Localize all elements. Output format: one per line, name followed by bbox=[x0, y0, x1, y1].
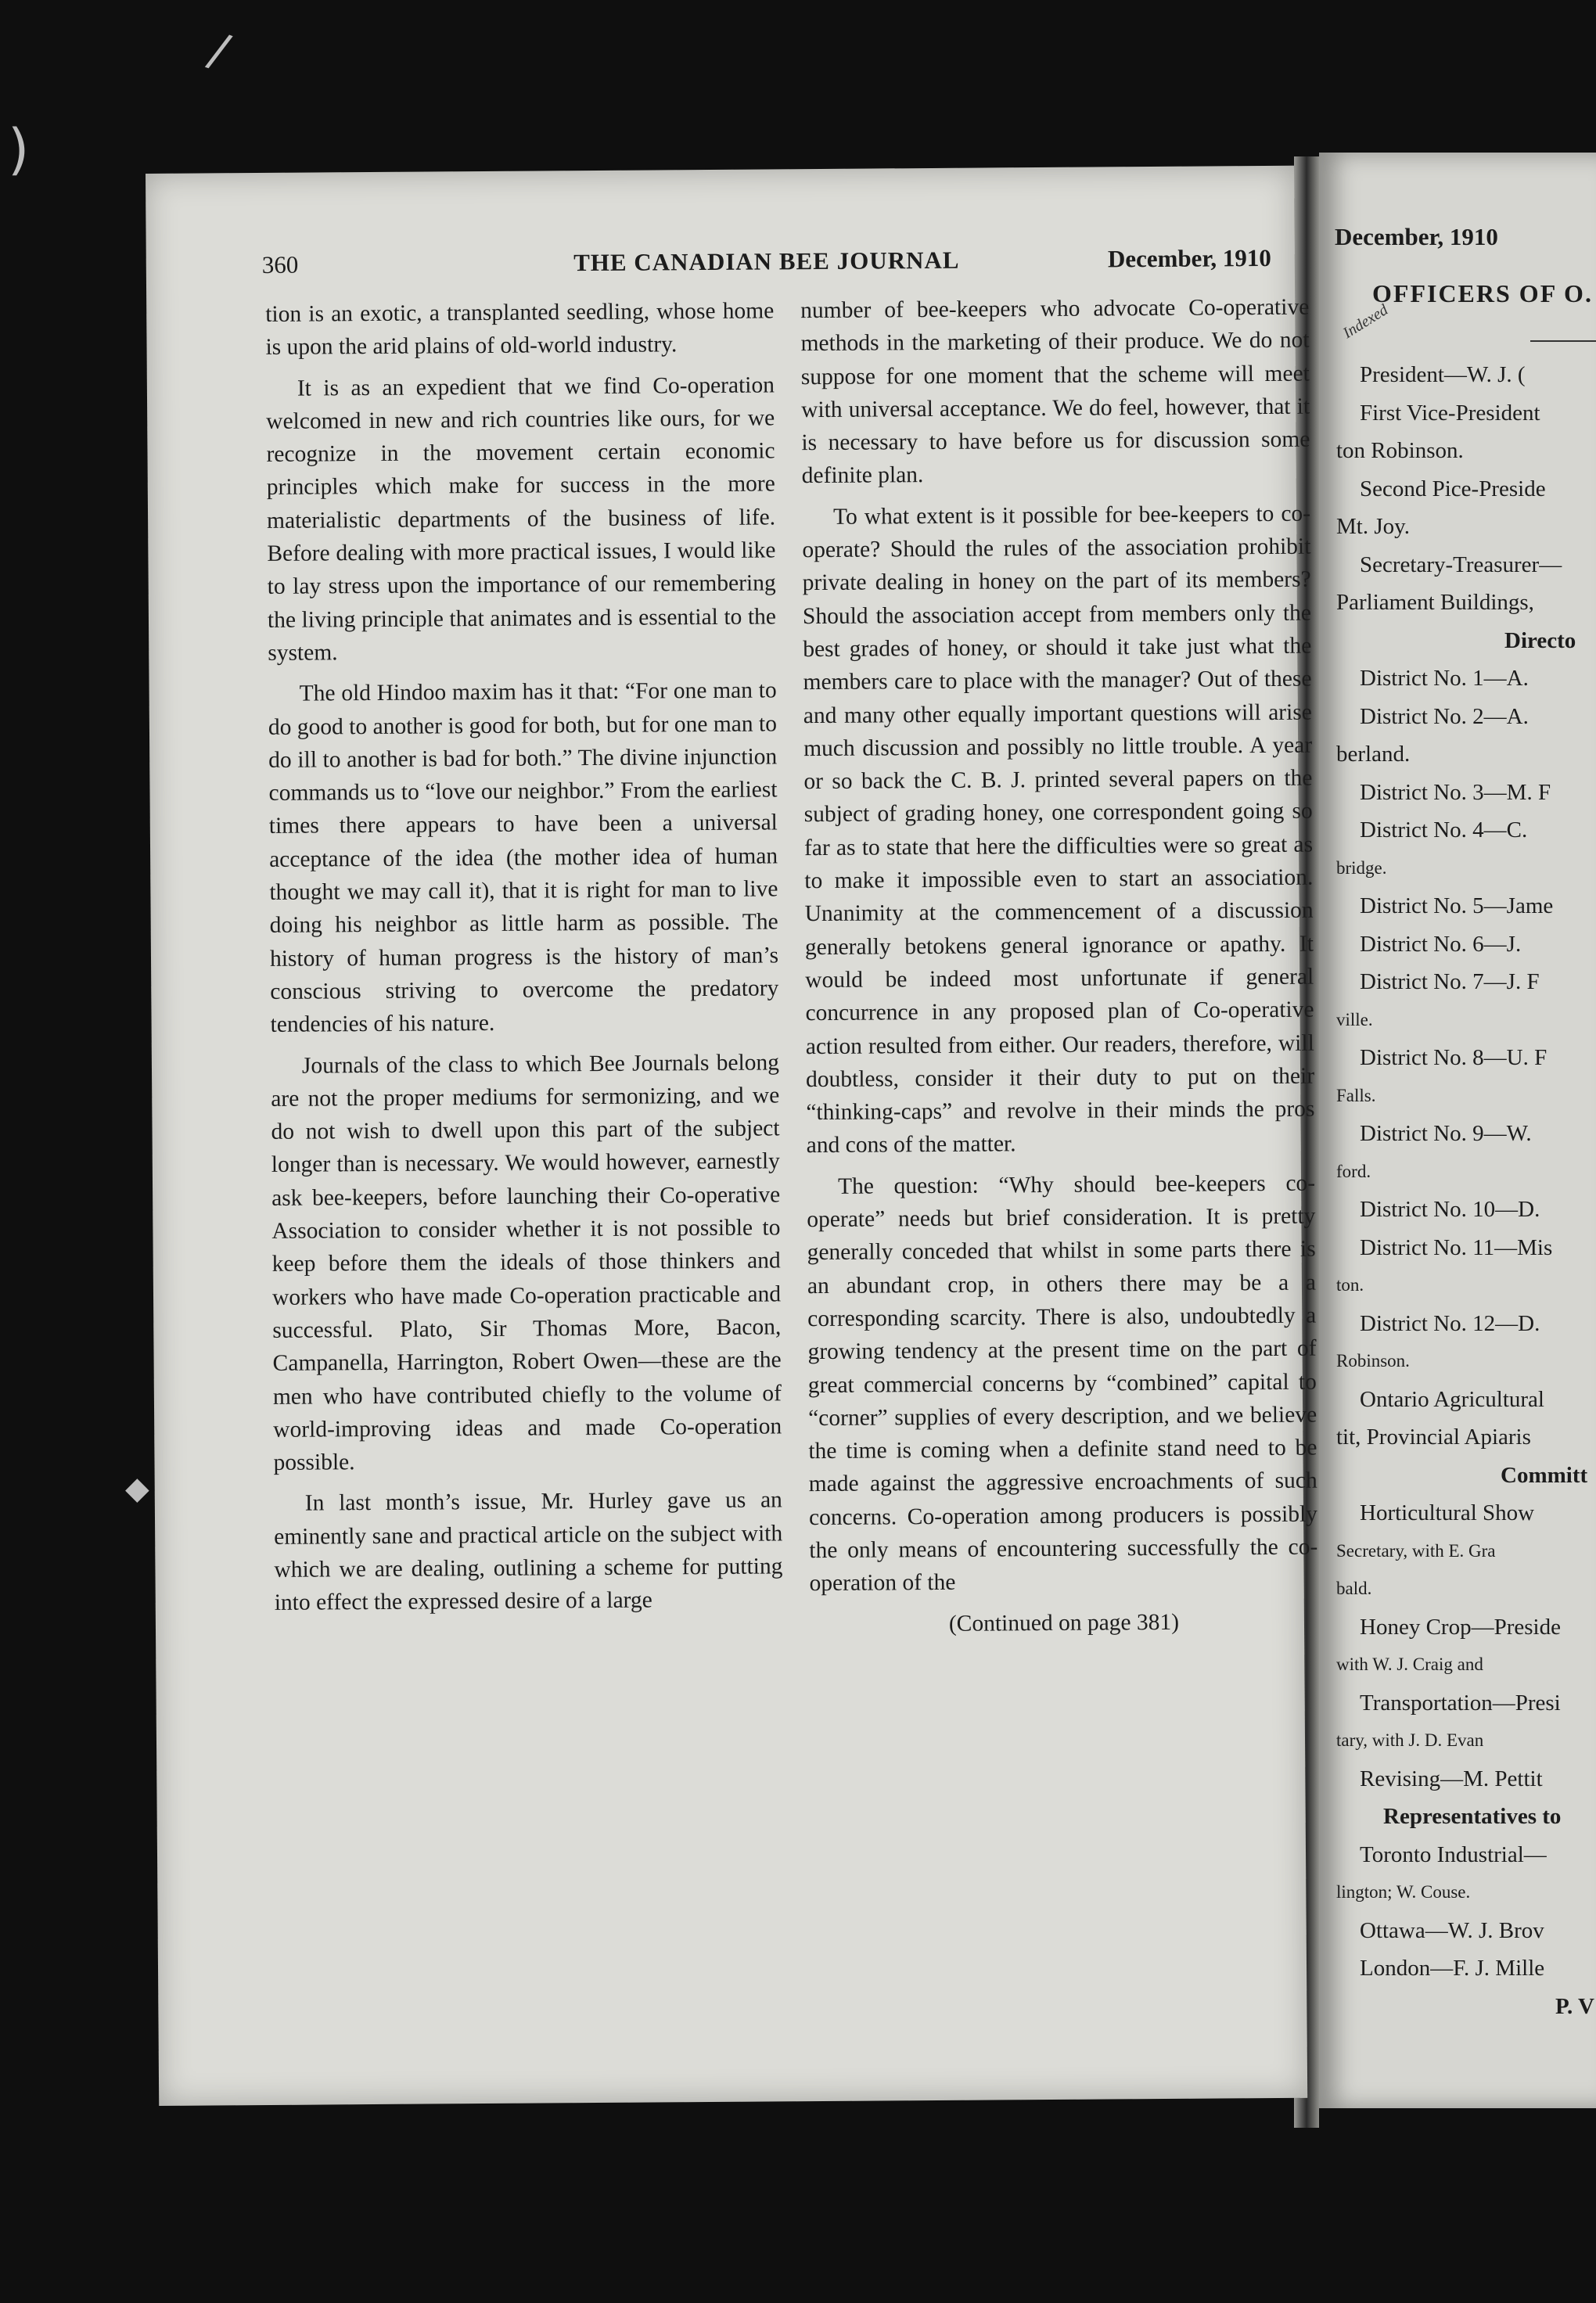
right-column bbox=[800, 291, 1318, 1649]
paragraph: Journals of the class to which Bee Journals belong are not the proper mediums for sermonizing, and we do not wish to dwell upon this part of the subject longer than is necessary. We would however, earnestly ask bee-keepers, before launching their Co-operative Association to consider whether it is not possible to keep before them the ideals of those thinkers and workers who have made Co-operation practicable and successful. Plato, Sir Thomas More, Bacon, Campanella, Harrington, Robert Owen—these are the men who have contributed chiefly to the volume of world-improving ideas and made Co-operation possible. bbox=[271, 1049, 782, 1475]
officer-line: District No. 8—U. F bbox=[1360, 1045, 1547, 1070]
issue-date: December, 1910 bbox=[1107, 243, 1271, 273]
paragraph: It is as an expedient that we find Co-operation welcomed in new and rich countries like ours, for we recognize in the movement certain economic principles which make for success in the more materialistic departments of the business of life. Before dealing with more practical issues, I would like to lay stress upon the importance of our remembering the living principle that animates and is essential to the system. bbox=[266, 372, 777, 666]
officer-line: ton. bbox=[1336, 1275, 1364, 1295]
officer-line: District No. 4—C. bbox=[1360, 817, 1528, 843]
left-page bbox=[146, 166, 1318, 2106]
officer-line: District No. 9—W. bbox=[1360, 1121, 1532, 1146]
officer-line: London—F. J. Mille bbox=[1360, 1956, 1545, 1981]
journal-title: THE CANADIAN BEE JOURNAL bbox=[573, 246, 960, 277]
officer-line: Honey Crop—Preside bbox=[1360, 1614, 1561, 1640]
officer-line: ton Robinson. bbox=[1336, 438, 1464, 463]
officer-line: District No. 2—A. bbox=[1360, 703, 1529, 729]
officer-line: Falls. bbox=[1336, 1085, 1376, 1105]
paragraph: tion is an exotic, a transplanted seedling, whose home is upon the arid plains of old-world industry. bbox=[265, 298, 775, 361]
right-page bbox=[1319, 153, 1596, 2108]
officer-line: President—W. J. ( bbox=[1360, 362, 1526, 387]
paragraph: To what extent is it possible for bee-keepers to co-operate? Should the rules of the association prohibit private dealing in honey on the part of its members? Should the association accept from members only the best grades of honey, or should it take just what the members care to place with the manager? Out of these and many other equally important questions will arise much discussion and possibly no little trouble. A year or so back the C. B. J. printed several papers on the subject of grading honey, one correspondent going so far as to state that here the difficulties were so great as to make it impossible even to start an association. Unanimity at the commencement of a discussion generally betokens general ignorance or apathy. It would be indeed most unfortunate if general concurrence in any proposed plan of Co-operative action resulted from either. Our readers, therefore, will doubtless, consider it their duty to put on their “thinking-caps” and revolve in their minds the pros and cons of the matter. bbox=[802, 501, 1315, 1159]
paragraph: The old Hindoo maxim has it that: “For one man to do good to another is good for both, but for one man to do ill to another is bad for both.” The divine injunction commands us to “love our neighbor.” From the earliest times there appears to have been a universal acceptance of the idea (the mother idea of human thought we may call it), that it is right for man to live doing his neighbor as little harm as possible. The history of human progress is the history of man’s conscious striving to overcome the predatory tendencies of his nature. bbox=[268, 677, 779, 1038]
heading-rule bbox=[1530, 340, 1596, 342]
left-column bbox=[265, 294, 783, 1627]
officer-line: ville. bbox=[1336, 1009, 1373, 1029]
officer-line: District No. 12—D. bbox=[1360, 1310, 1540, 1336]
officer-line: District No. 11—Mis bbox=[1360, 1234, 1553, 1260]
scan-mark-left: ) bbox=[8, 117, 30, 181]
officer-line: District No. 10—D. bbox=[1360, 1197, 1540, 1222]
officer-line: Secretary, with E. Gra bbox=[1336, 1540, 1496, 1561]
officer-line: Representatives to bbox=[1383, 1804, 1562, 1829]
officer-line: District No. 1—A. bbox=[1360, 666, 1529, 691]
officer-line: tit, Provincial Apiaris bbox=[1336, 1425, 1531, 1450]
officer-line: P. V bbox=[1555, 1993, 1594, 2019]
officer-line: Mt. Joy. bbox=[1336, 514, 1410, 539]
continued-note: (Continued on page 381) bbox=[948, 1609, 1180, 1637]
officer-line: Toronto Industrial— bbox=[1360, 1841, 1547, 1867]
right-page-date: December, 1910 bbox=[1335, 223, 1498, 250]
officer-line: Committ bbox=[1501, 1462, 1588, 1488]
officer-line: Secretary-Treasurer— bbox=[1360, 551, 1562, 577]
scan-mark-bottom-left: ◆ bbox=[125, 1471, 149, 1507]
officer-line: tary, with J. D. Evan bbox=[1336, 1730, 1484, 1750]
paragraph: number of bee-keepers who advocate Co-operative methods in the marketing of their produce. We do not suppose for one moment that the scheme will meet with universal acceptance. We do feel, however, that it is necessary to have before us for discussion some definite plan. bbox=[800, 294, 1310, 489]
officer-line: District No. 5—Jame bbox=[1360, 893, 1554, 918]
officer-line: Horticultural Show bbox=[1360, 1500, 1535, 1525]
officer-line: Ontario Agricultural bbox=[1360, 1386, 1544, 1412]
officer-line: District No. 3—M. F bbox=[1360, 779, 1551, 805]
running-head bbox=[262, 244, 1271, 282]
indexed-stamp: Indexed bbox=[1339, 300, 1392, 343]
scan-mark-top: / bbox=[202, 22, 236, 80]
officer-line: First Vice-President bbox=[1360, 400, 1540, 426]
officer-line: bald. bbox=[1336, 1579, 1372, 1598]
officer-line: Directo bbox=[1504, 627, 1576, 653]
officer-line: Robinson. bbox=[1336, 1351, 1410, 1371]
officer-line: ford. bbox=[1336, 1161, 1371, 1181]
officer-line: with W. J. Craig and bbox=[1336, 1654, 1483, 1674]
paragraph: In last month’s issue, Mr. Hurley gave us an eminently sane and practical article on the subject with which we are dealing, outlining a scheme for putting into effect the expressed desire of a large bbox=[274, 1487, 783, 1616]
officer-line: bridge. bbox=[1336, 857, 1387, 878]
officers-heading: OFFICERS OF O. bbox=[1372, 279, 1593, 307]
officer-line: lington; W. Couse. bbox=[1336, 1882, 1471, 1902]
page-number: 360 bbox=[261, 250, 299, 278]
officers-list bbox=[1336, 356, 1596, 2025]
officer-line: Revising—M. Pettit bbox=[1360, 1766, 1543, 1791]
officer-line: Transportation—Presi bbox=[1360, 1690, 1561, 1716]
officer-line: Second Pice-Preside bbox=[1360, 476, 1546, 501]
officer-line: berland. bbox=[1336, 742, 1411, 767]
officer-line: Ottawa—W. J. Brov bbox=[1360, 1917, 1544, 1943]
paragraph: The question: “Why should bee-keepers co-operate” needs but brief consideration. It is pretty generally conceded that whilst in some parts there is an abundant crop, in others there may be a a corresponding scarcity. There is also, undoubtedly a growing tendency at the present time on the part of great commercial concerns by “combined” capital to “corner” supplies of every description, and we believe the time is coming when a definite stand need to be made against the aggressive encroachments of such concerns. Co-operation among producers is possibly the only means of encountering successfully the co-operation of the bbox=[807, 1170, 1318, 1597]
officer-line: District No. 7—J. F bbox=[1360, 969, 1540, 994]
officer-line: District No. 6—J. bbox=[1360, 931, 1522, 957]
officer-line: Parliament Buildings, bbox=[1336, 590, 1534, 615]
